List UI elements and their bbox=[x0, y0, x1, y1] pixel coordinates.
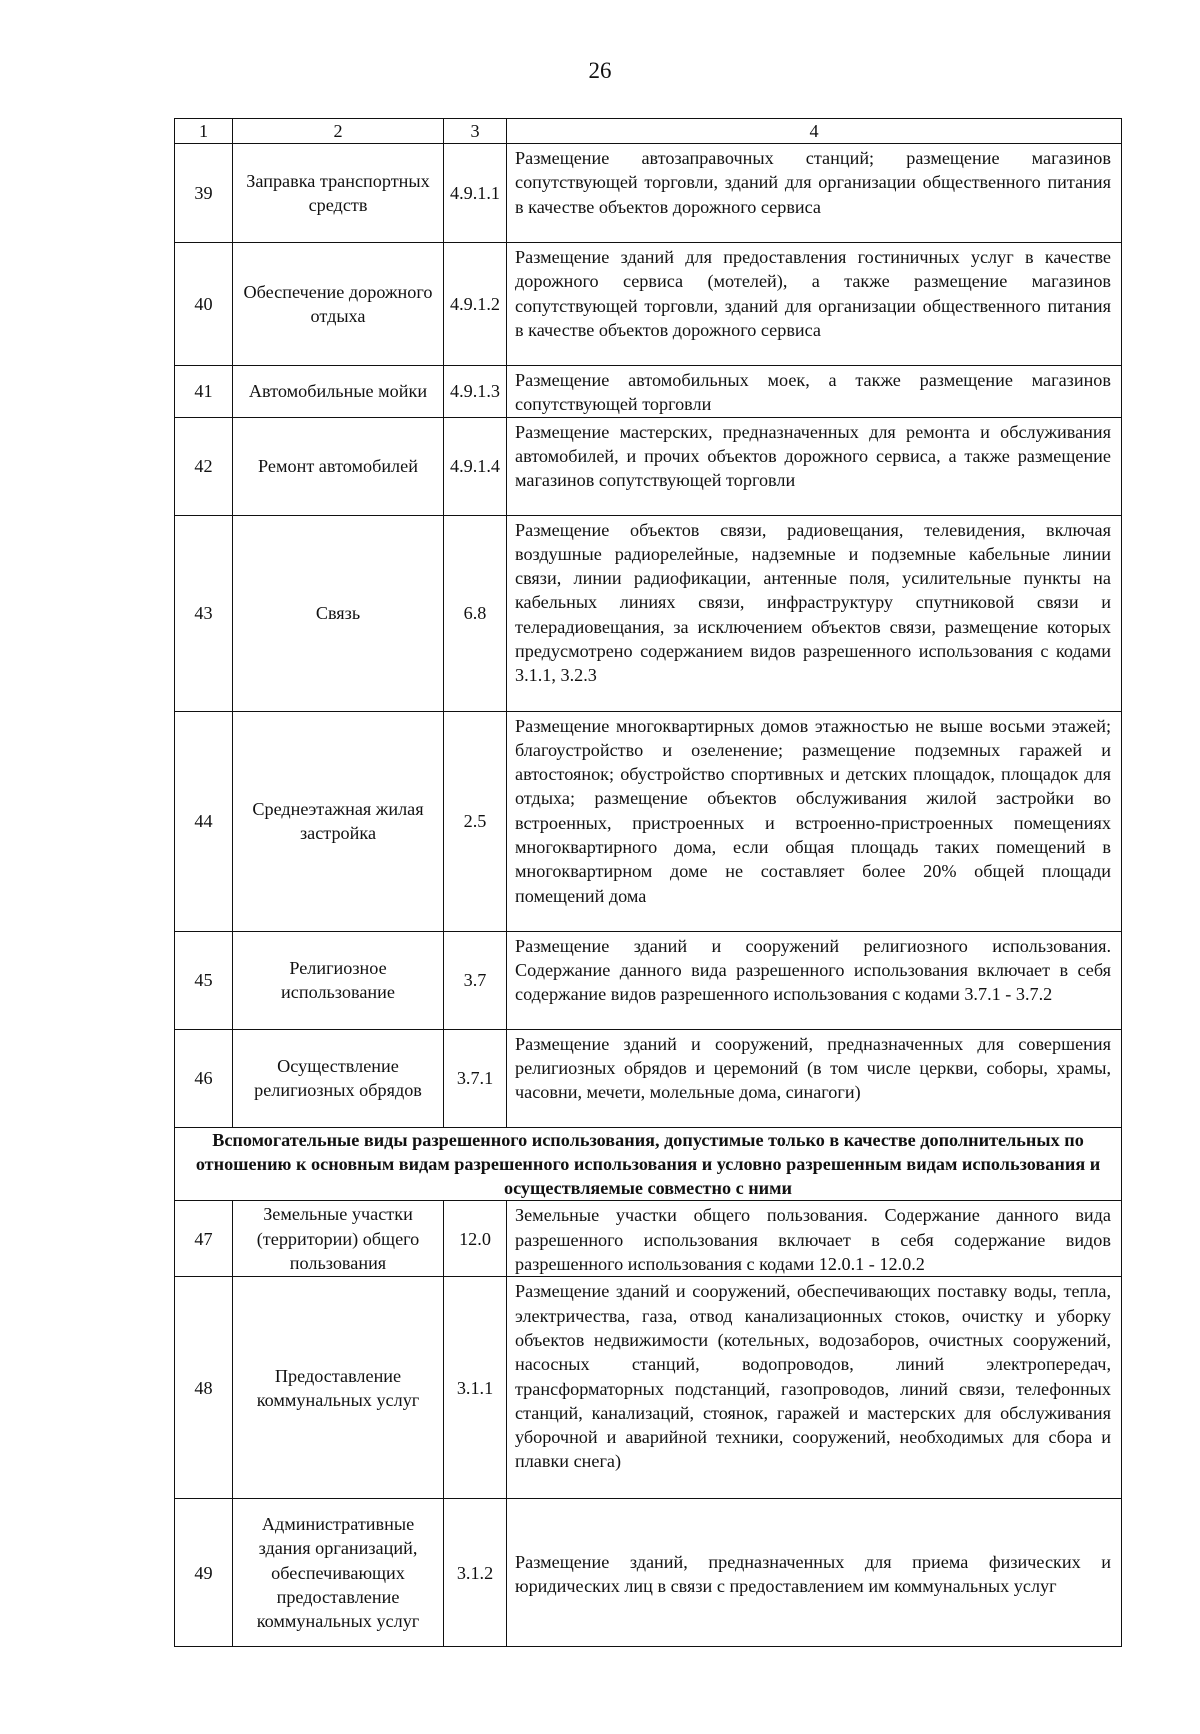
table-row bbox=[175, 1201, 1122, 1277]
use-type-name: Осуществление религиозных обрядов bbox=[233, 1029, 444, 1127]
column-header-3: 3 bbox=[444, 119, 507, 144]
row-number: 48 bbox=[175, 1277, 233, 1499]
page-number: 26 bbox=[588, 58, 612, 83]
use-type-name: Религиозное использование bbox=[233, 931, 444, 1029]
use-type-description: Размещение объектов связи, радиовещания, телевидения, включая воздушные радиорелейные, надземные и подземные кабельные линии связи, линии радиофикации, антенные поля, усилительные пункты на кабельных линиях связи, инфраструктуру спутниковой связи и телерадиовещания, за исключением объектов связи, размещение которых предусмотрено содержанием видов разрешенного использования с кодами 3.1.1, 3.2.3 bbox=[507, 515, 1122, 711]
section-title: Вспомогательные виды разрешенного использования, допустимые только в качестве дополнительных по отношению к основным видам разрешенного использования и условно разрешенным видам использования и осуществляемые совместно с ними bbox=[175, 1127, 1122, 1201]
row-number: 42 bbox=[175, 417, 233, 515]
use-type-name: Предоставление коммунальных услуг bbox=[233, 1277, 444, 1499]
land-use-table bbox=[174, 118, 1122, 1647]
use-type-name: Среднеэтажная жилая застройка bbox=[233, 711, 444, 931]
column-header-1: 1 bbox=[175, 119, 233, 144]
use-type-description: Размещение автомобильных моек, а также размещение магазинов сопутствующей торговли bbox=[507, 366, 1122, 418]
use-type-code: 3.1.1 bbox=[444, 1277, 507, 1499]
table-header-row bbox=[175, 119, 1122, 144]
use-type-code: 4.9.1.4 bbox=[444, 417, 507, 515]
use-type-name: Заправка транспортных средств bbox=[233, 144, 444, 243]
use-type-description: Размещение зданий и сооружений религиозного использования. Содержание данного вида разрешенного использования включает в себя содержание видов разрешенного использования с кодами 3.7.1 - 3.7.2 bbox=[507, 931, 1122, 1029]
use-type-code: 3.7 bbox=[444, 931, 507, 1029]
table-row bbox=[175, 1277, 1122, 1499]
use-type-code: 12.0 bbox=[444, 1201, 507, 1277]
row-number: 45 bbox=[175, 931, 233, 1029]
row-number: 49 bbox=[175, 1499, 233, 1647]
table-row bbox=[175, 1499, 1122, 1647]
use-type-code: 4.9.1.1 bbox=[444, 144, 507, 243]
use-type-code: 2.5 bbox=[444, 711, 507, 931]
use-type-code: 4.9.1.3 bbox=[444, 366, 507, 418]
use-type-code: 4.9.1.2 bbox=[444, 243, 507, 366]
use-type-description: Размещение многоквартирных домов этажностью не выше восьми этажей; благоустройство и озеленение; размещение подземных гаражей и автостоянок; обустройство спортивных и детских площадок, площадок для отдыха; размещение объектов обслуживания жилой застройки во встроенных, пристроенных и встроенно-пристроенных помещениях многоквартирного дома, если общая площадь таких помещений в многоквартирном доме не составляет более 20% общей площади помещений дома bbox=[507, 711, 1122, 931]
use-type-description: Размещение зданий для предоставления гостиничных услуг в качестве дорожного сервиса (мотелей), а также размещение магазинов сопутствующей торговли, зданий для организации общественного питания в качестве объектов дорожного сервиса bbox=[507, 243, 1122, 366]
row-number: 39 bbox=[175, 144, 233, 243]
use-type-name: Административные здания организаций, обеспечивающих предоставление коммунальных услуг bbox=[233, 1499, 444, 1647]
table-row bbox=[175, 711, 1122, 931]
row-number: 47 bbox=[175, 1201, 233, 1277]
table-row bbox=[175, 1029, 1122, 1127]
table-row bbox=[175, 515, 1122, 711]
use-type-description: Земельные участки общего пользования. Содержание данного вида разрешенного использования включает в себя содержание видов разрешенного использования с кодами 12.0.1 - 12.0.2 bbox=[507, 1201, 1122, 1277]
table-row bbox=[175, 144, 1122, 243]
row-number: 44 bbox=[175, 711, 233, 931]
column-header-2: 2 bbox=[233, 119, 444, 144]
row-number: 43 bbox=[175, 515, 233, 711]
table-row bbox=[175, 243, 1122, 366]
table-row bbox=[175, 366, 1122, 418]
row-number: 41 bbox=[175, 366, 233, 418]
use-type-description: Размещение зданий, предназначенных для приема физических и юридических лиц в связи с предоставлением им коммунальных услуг bbox=[507, 1499, 1122, 1647]
column-header-4: 4 bbox=[507, 119, 1122, 144]
use-type-name: Связь bbox=[233, 515, 444, 711]
row-number: 40 bbox=[175, 243, 233, 366]
table-row bbox=[175, 931, 1122, 1029]
section-header-row bbox=[175, 1127, 1122, 1201]
use-type-name: Земельные участки (территории) общего пользования bbox=[233, 1201, 444, 1277]
table-row bbox=[175, 417, 1122, 515]
use-type-code: 6.8 bbox=[444, 515, 507, 711]
use-type-description: Размещение зданий и сооружений, обеспечивающих поставку воды, тепла, электричества, газа, отвод канализационных стоков, очистку и уборку объектов недвижимости (котельных, водозаборов, очистных сооружений, насосных станций, водопроводов, линий электропередач, трансформаторных подстанций, газопроводов, линий связи, телефонных станций, канализаций, стоянок, гаражей и мастерских для обслуживания уборочной и аварийной техники, сооружений, необходимых для сбора и плавки снега) bbox=[507, 1277, 1122, 1499]
use-type-name: Автомобильные мойки bbox=[233, 366, 444, 418]
use-type-description: Размещение зданий и сооружений, предназначенных для совершения религиозных обрядов и церемоний (в том числе церкви, соборы, храмы, часовни, мечети, молельные дома, синагоги) bbox=[507, 1029, 1122, 1127]
use-type-code: 3.7.1 bbox=[444, 1029, 507, 1127]
use-type-description: Размещение автозаправочных станций; размещение магазинов сопутствующей торговли, зданий для организации общественного питания в качестве объектов дорожного сервиса bbox=[507, 144, 1122, 243]
use-type-code: 3.1.2 bbox=[444, 1499, 507, 1647]
row-number: 46 bbox=[175, 1029, 233, 1127]
use-type-name: Обеспечение дорожного отдыха bbox=[233, 243, 444, 366]
use-type-name: Ремонт автомобилей bbox=[233, 417, 444, 515]
use-type-description: Размещение мастерских, предназначенных для ремонта и обслуживания автомобилей, и прочих объектов дорожного сервиса, а также размещение магазинов сопутствующей торговли bbox=[507, 417, 1122, 515]
